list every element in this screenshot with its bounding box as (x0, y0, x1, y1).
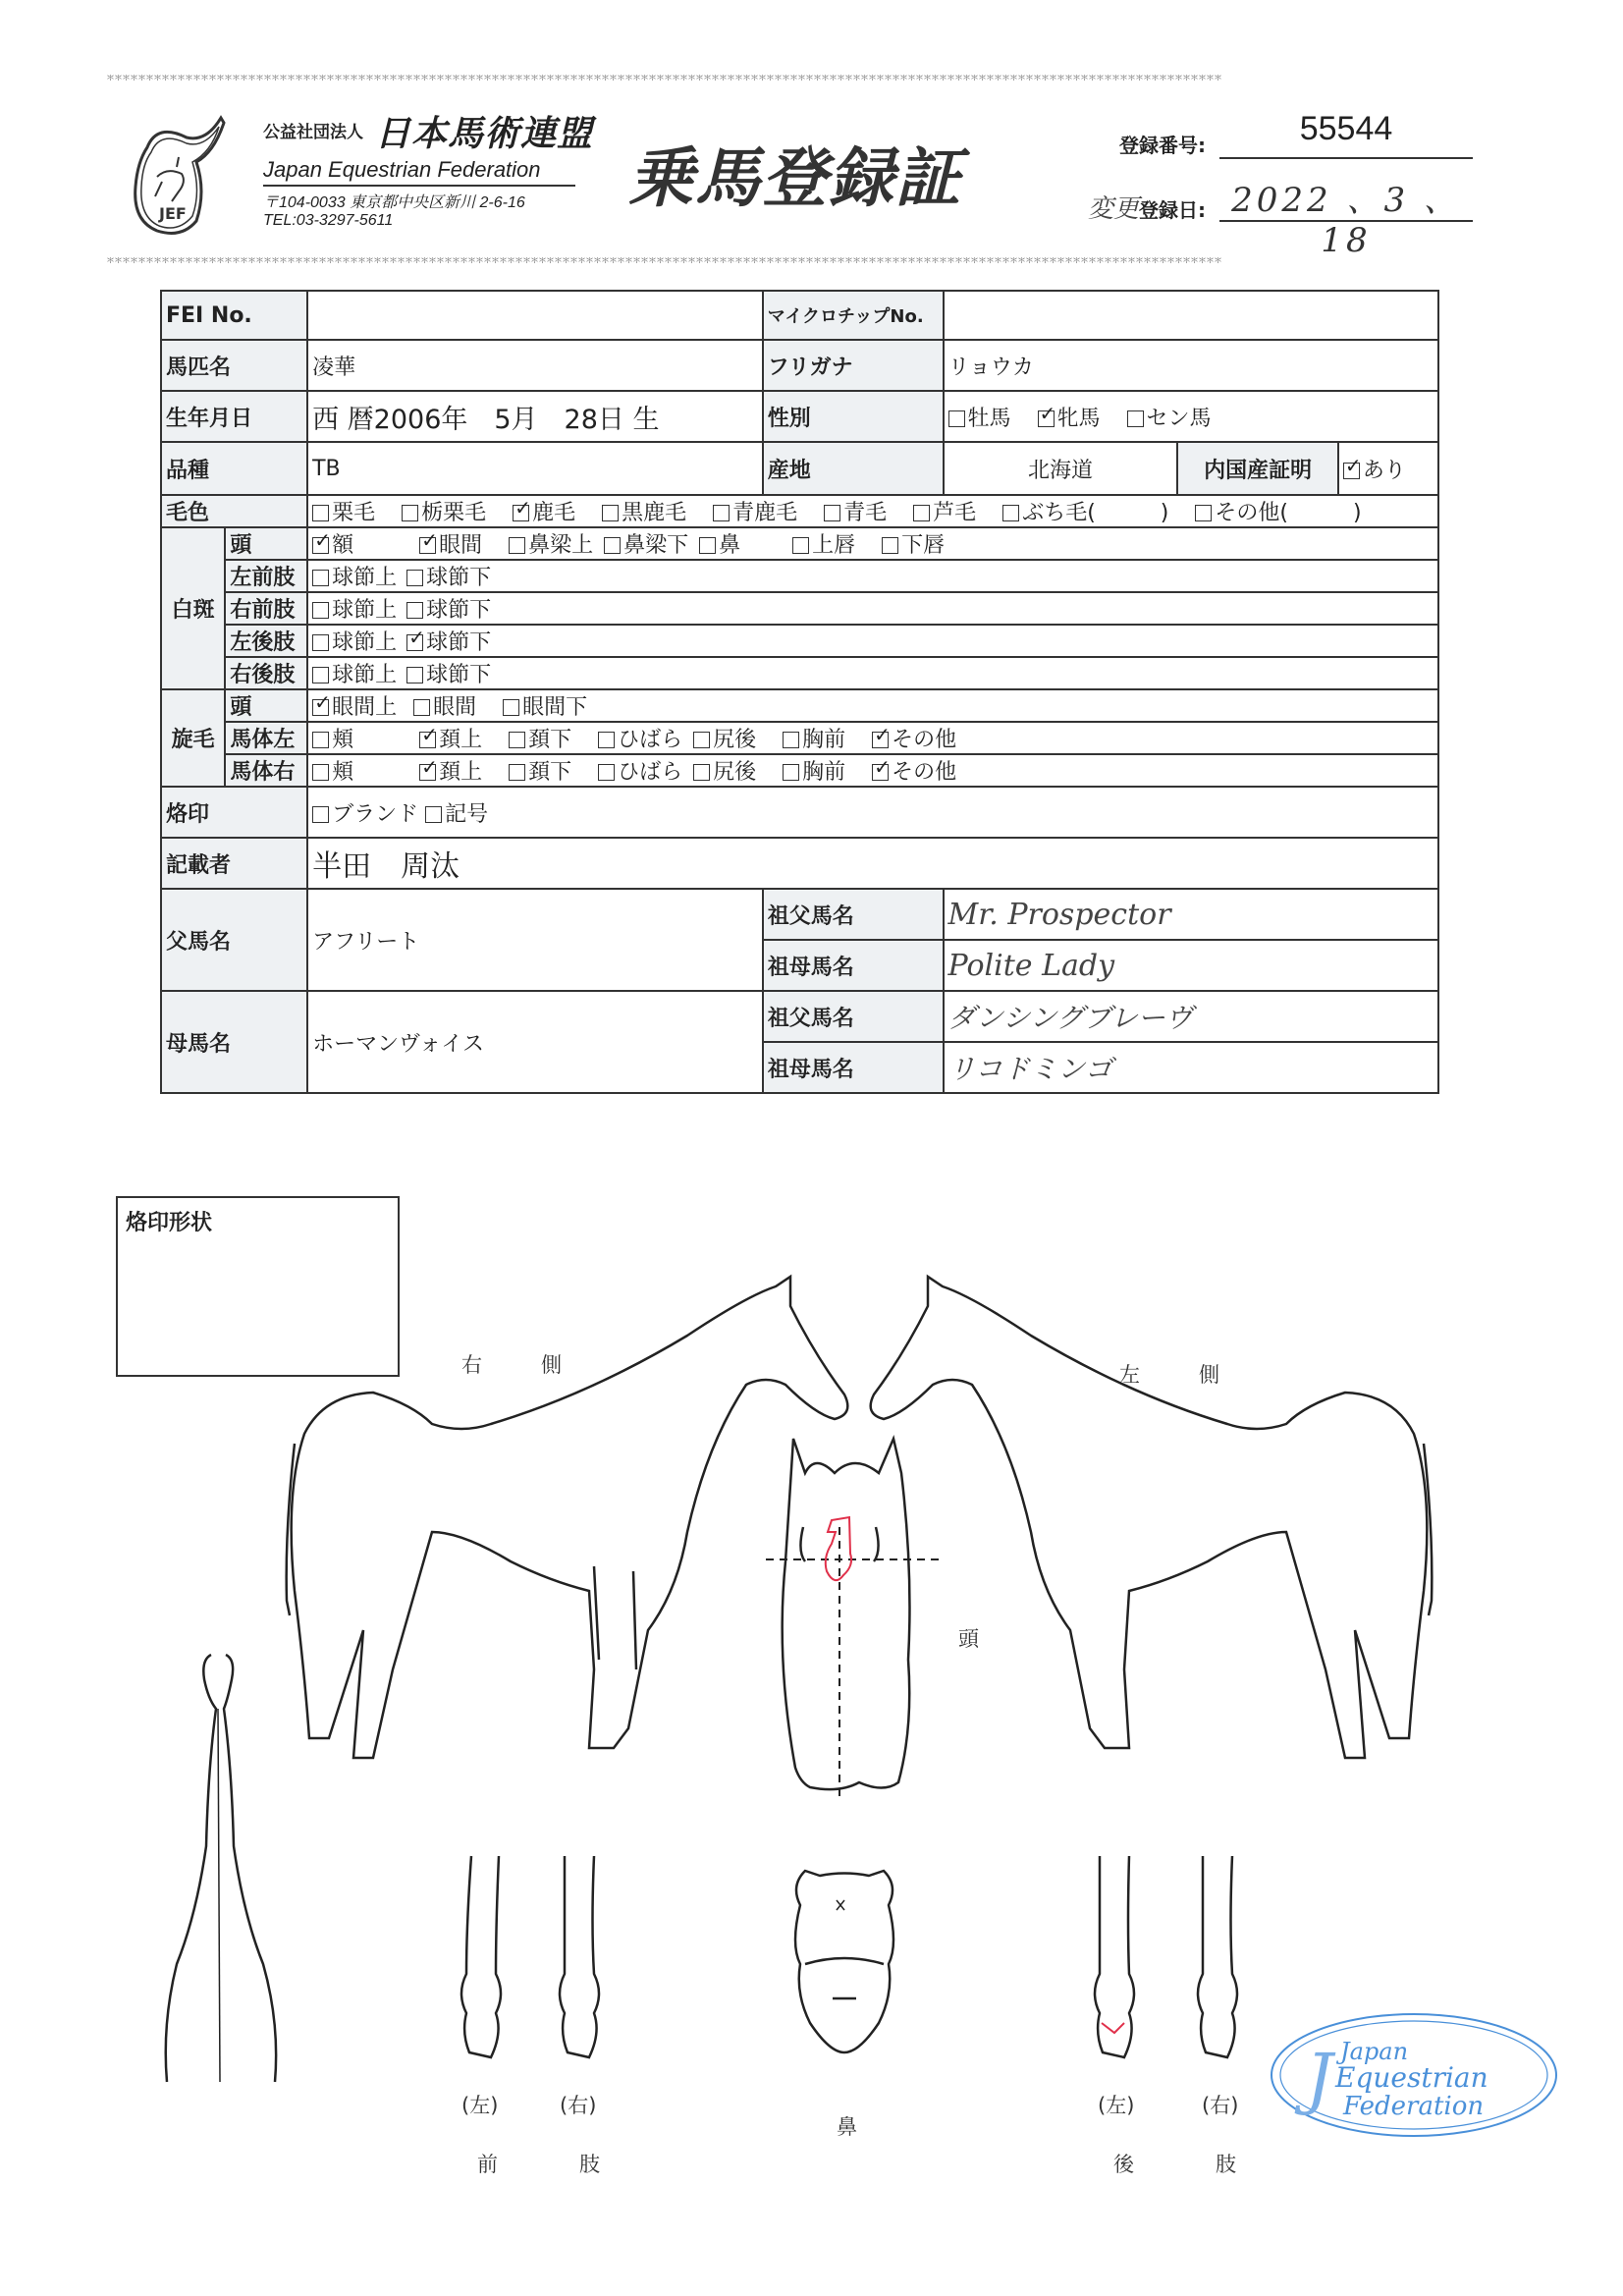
head-label: 頭 (958, 1627, 979, 1651)
option[interactable]: 球節下 (406, 663, 491, 687)
option[interactable]: 球節上 (312, 598, 397, 623)
option[interactable]: 記号 (425, 802, 488, 827)
coat-option[interactable]: 黒鹿毛 (602, 501, 686, 525)
muzzle-view-icon (795, 1871, 893, 2052)
reg-number-label: 登録番号: (1119, 134, 1206, 157)
document-title: 乗馬登録証 (628, 140, 962, 216)
horse-name-value: 凌華 (307, 340, 763, 391)
option[interactable]: ひばら (598, 728, 682, 752)
option[interactable]: 球節上 (312, 663, 397, 687)
part-label: 左後肢 (225, 625, 307, 657)
fore-left-label: (左) (461, 2094, 499, 2117)
option[interactable]: 球節上 (312, 566, 397, 590)
option[interactable]: ✓ 額 (312, 533, 353, 558)
coat-option[interactable]: ✓ 鹿毛 (513, 501, 575, 525)
origin-value: 北海道 (944, 442, 1178, 495)
dam-grandsire-value: ダンシングブレーヴ (944, 991, 1439, 1042)
option[interactable]: 眼間 (413, 695, 476, 720)
part-label: 馬体右 (225, 754, 307, 787)
granddam-label: 祖母馬名 (763, 940, 944, 991)
dam-grandsire-label: 祖父馬名 (763, 991, 944, 1042)
option[interactable]: ✓ 眼間上 (312, 695, 397, 720)
fei-label: FEI No. (161, 291, 307, 340)
breed-value: TB (307, 442, 763, 495)
svg-text:Equestrian: Equestrian (1335, 2061, 1488, 2094)
option[interactable]: ひばら (598, 760, 682, 785)
option[interactable]: ✓ 頚上 (419, 760, 482, 785)
part-label: 右前肢 (225, 592, 307, 625)
org-name-ja: 日本馬術連盟 (375, 114, 594, 154)
option[interactable]: 鼻梁下 (604, 533, 688, 558)
svg-text:JEF: JEF (159, 204, 187, 223)
dam-granddam-label: 祖母馬名 (763, 1042, 944, 1093)
option[interactable]: 頚下 (509, 728, 571, 752)
option[interactable]: 頚下 (509, 760, 571, 785)
option[interactable]: ✓ その他 (872, 760, 956, 785)
option[interactable]: 尻後 (693, 728, 756, 752)
part-label: 馬体左 (225, 722, 307, 754)
org-address: 〒104-0033 東京都中央区新川 2-6-16 (263, 194, 525, 211)
option[interactable]: 鼻 (699, 533, 740, 558)
coat-label: 毛色 (161, 495, 307, 527)
coat-option[interactable]: 栃栗毛 (402, 501, 486, 525)
horse-head-front-icon (766, 1439, 943, 1797)
birth-value: 西 暦2006年 5月 28日 生 (307, 391, 763, 442)
fore-right-label: (右) (560, 2094, 597, 2117)
fore-label-2: 肢 (579, 2153, 600, 2176)
option[interactable]: 頬 (312, 760, 353, 785)
whorls-label: 旋毛 (161, 689, 225, 787)
org-name-en: Japan Equestrian Federation (263, 157, 575, 187)
microchip-label: マイクロチップNo. (763, 291, 944, 340)
sire-label: 父馬名 (161, 889, 307, 991)
domestic-cert-label: 内国産証明 (1177, 442, 1337, 495)
sire-value: アフリート (307, 889, 763, 991)
jef-stamp-icon (1267, 2008, 1561, 2146)
dam-value: ホーマンヴォイス (307, 991, 763, 1093)
origin-label: 産地 (763, 442, 944, 495)
option[interactable]: 眼間下 (503, 695, 587, 720)
muzzle-label: 鼻 (837, 2115, 857, 2139)
coat-option[interactable]: その他( ) (1195, 501, 1361, 525)
hind-legs-icon (1095, 1856, 1237, 2057)
option[interactable]: ✓ その他 (872, 728, 956, 752)
recorder-label: 記載者 (161, 838, 307, 889)
front-legs-icon (461, 1856, 599, 2057)
top-star-divider: ＊＊＊＊＊＊＊＊＊＊＊＊＊＊＊＊＊＊＊＊＊＊＊＊＊＊＊＊＊＊＊＊＊＊＊＊＊＊＊＊＊＊＊＊＊＊＊＊＊＊＊＊＊＊＊＊＊＊＊＊＊＊＊＊＊＊＊＊＊＊＊＊＊＊＊＊＊＊＊＊＊＊＊＊＊＊＊＊＊＊＊＊＊＊＊＊＊＊＊＊＊＊＊＊＊＊＊＊＊＊＊＊＊＊＊＊＊＊＊＊＊＊＊＊＊＊＊＊＊＊＊＊＊＊＊＊＊＊＊＊＊＊ (106, 75, 1222, 82)
breed-label: 品種 (161, 442, 307, 495)
option[interactable]: 球節下 (406, 566, 491, 590)
org-type: 公益社団法人 (263, 123, 363, 142)
option[interactable]: 頬 (312, 728, 353, 752)
option[interactable]: 尻後 (693, 760, 756, 785)
option[interactable]: 球節下 (406, 598, 491, 623)
birth-label: 生年月日 (161, 391, 307, 442)
hind-label-1: 後 (1113, 2153, 1134, 2176)
option[interactable]: ブランド (312, 802, 418, 827)
option[interactable]: 胸前 (783, 760, 845, 785)
svg-text:Japan: Japan (1340, 2038, 1409, 2065)
fore-label-1: 前 (477, 2153, 498, 2176)
furigana-label: フリガナ (763, 340, 944, 391)
option[interactable]: ✓ 頚上 (419, 728, 482, 752)
option[interactable]: 鼻梁上 (509, 533, 593, 558)
coat-option[interactable]: 青鹿毛 (713, 501, 797, 525)
horse-left-side-icon (871, 1277, 1433, 1758)
svg-text:J: J (1306, 2041, 1333, 2118)
svg-text:Federation: Federation (1343, 2092, 1485, 2121)
part-label: 頭 (225, 527, 307, 560)
option[interactable]: 球節上 (312, 630, 397, 655)
reg-date: 2022 、3 、18 (1219, 173, 1473, 222)
reg-date-prefix: 変更 (1088, 194, 1140, 224)
domestic-cert-option[interactable]: ✓ あり (1338, 442, 1438, 495)
horse-rear-view-icon (166, 1655, 276, 2082)
coat-option[interactable]: ぶち毛( ) (1002, 501, 1168, 525)
dam-label: 母馬名 (161, 991, 307, 1093)
brand-label: 烙印 (161, 787, 307, 838)
org-tel: TEL:03-3297-5611 (263, 212, 394, 229)
hind-left-label: (左) (1098, 2094, 1135, 2117)
reg-date-label: 登録日: (1139, 198, 1207, 222)
dam-granddam-value: リコドミンゴ (944, 1042, 1439, 1093)
reg-number: 55544 (1219, 110, 1473, 159)
furigana-value: リョウカ (944, 340, 1439, 391)
sex-label: 性別 (763, 391, 944, 442)
white-marks-label: 白斑 (161, 527, 225, 689)
hind-label-2: 肢 (1216, 2153, 1236, 2176)
right-side-label: 右 側 (461, 1353, 568, 1377)
part-label: 左前肢 (225, 560, 307, 592)
hind-right-label: (右) (1202, 2094, 1239, 2117)
option[interactable]: ✓ 球節下 (406, 630, 491, 655)
horse-name-label: 馬匹名 (161, 340, 307, 391)
part-label: 右後肢 (225, 657, 307, 689)
grandsire-value: Mr. Prospector (944, 889, 1439, 940)
option[interactable]: 下唇 (882, 533, 945, 558)
coat-option[interactable]: 芦毛 (913, 501, 976, 525)
hind-leg-marking-icon (1102, 2023, 1124, 2033)
grandsire-label: 祖父馬名 (763, 889, 944, 940)
sex-option-gelding[interactable]: セン馬 (1127, 407, 1212, 431)
sex-option-mare[interactable]: ✓ 牝馬 (1038, 407, 1101, 431)
coat-option[interactable]: 青毛 (824, 501, 887, 525)
brand-shape-label: 烙印形状 (126, 1211, 213, 1235)
sex-option-stallion[interactable]: 牡馬 (948, 407, 1011, 431)
left-side-label: 左 側 (1119, 1363, 1225, 1387)
bottom-star-divider: ＊＊＊＊＊＊＊＊＊＊＊＊＊＊＊＊＊＊＊＊＊＊＊＊＊＊＊＊＊＊＊＊＊＊＊＊＊＊＊＊＊＊＊＊＊＊＊＊＊＊＊＊＊＊＊＊＊＊＊＊＊＊＊＊＊＊＊＊＊＊＊＊＊＊＊＊＊＊＊＊＊＊＊＊＊＊＊＊＊＊＊＊＊＊＊＊＊＊＊＊＊＊＊＊＊＊＊＊＊＊＊＊＊＊＊＊＊＊＊＊＊＊＊＊＊＊＊＊＊＊＊＊＊＊＊＊＊＊＊＊＊＊ (106, 257, 1222, 265)
recorder-value: 半田 周汰 (307, 838, 1438, 889)
granddam-value: Polite Lady (944, 940, 1439, 991)
option[interactable]: 上唇 (792, 533, 855, 558)
part-label: 頭 (225, 689, 307, 722)
option[interactable]: ✓ 眼間 (419, 533, 482, 558)
coat-option[interactable]: 栗毛 (312, 501, 375, 525)
star-marking-icon (826, 1517, 851, 1580)
option[interactable]: 胸前 (783, 728, 845, 752)
